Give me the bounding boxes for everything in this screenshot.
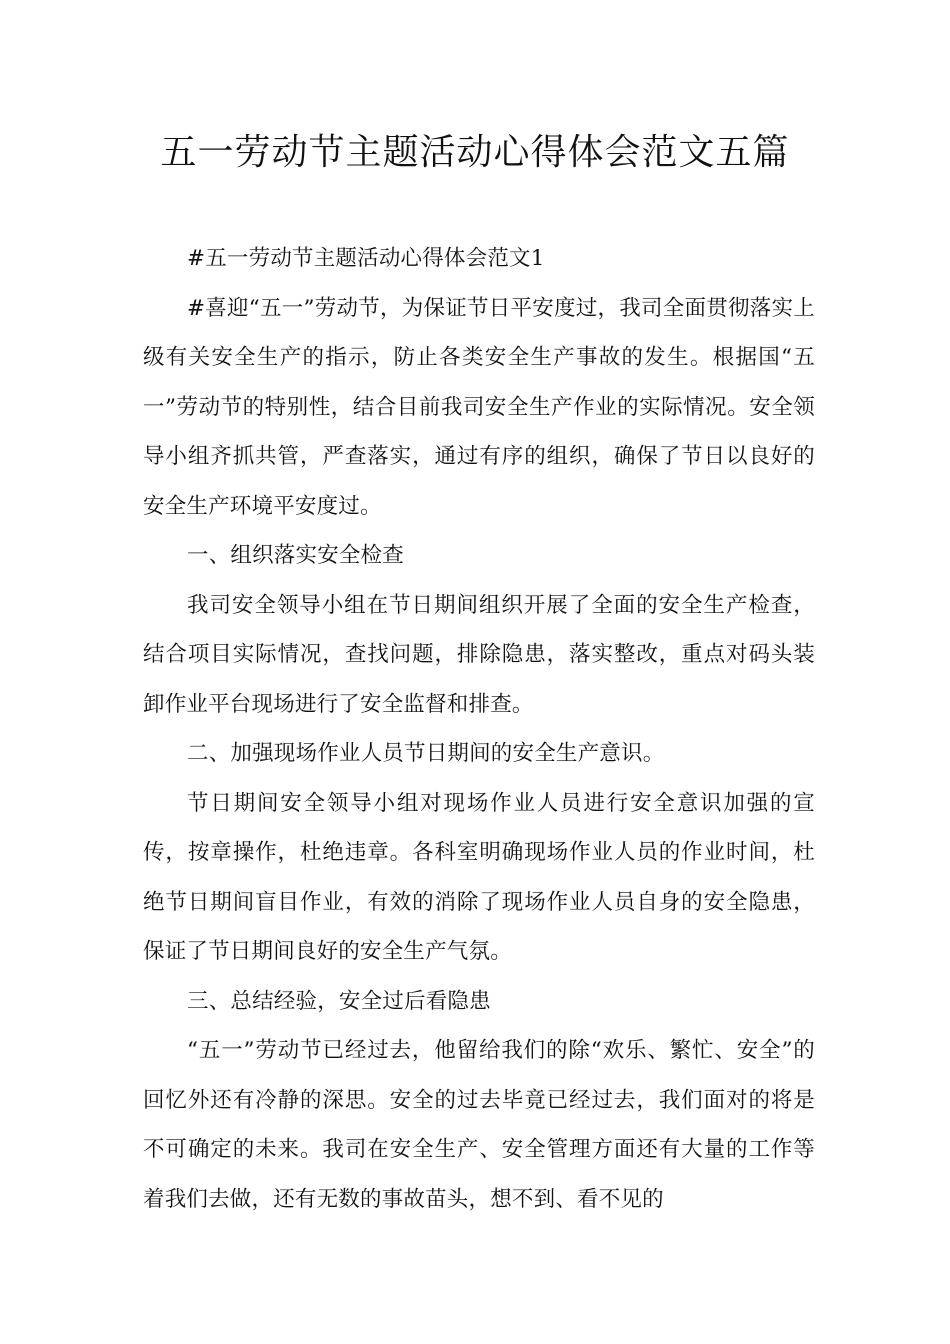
document-title: 五一劳动节主题活动心得体会范文五篇 [160, 132, 790, 173]
document-body [143, 234, 815, 1224]
paragraph: 我司安全领导小组在节日期间组织开展了全面的安全生产检查，结合项目实际情况，查找问题，排除隐患，落实整改，重点对码头装卸作业平台现场进行了安全监督和排查。 [143, 592, 815, 717]
section-heading: 二、加强现场作业人员节日期间的安全生产意识。 [187, 741, 665, 766]
section-heading: 三、总结经验，安全过后看隐患 [187, 988, 491, 1014]
paragraph: 节日期间安全领导小组对现场作业人员进行安全意识加强的宣传，按章操作，杜绝违章。各科室明确现场作业人员的作业时间，杜绝节日期间盲目作业，有效的消除了现场作业人员自身的安全隐患，保证了节日期间良好的安全生产气氛。 [143, 790, 815, 964]
paragraph: #喜迎“五一”劳动节，为保证节日平安度过，我司全面贯彻落实上级有关安全生产的指示，防止各类安全生产事故的发生。根据国“五一”劳动节的特别性，结合目前我司安全生产作业的实际情况。安全领导小组齐抓共管，严查落实，通过有序的组织，确保了节日以良好的安全生产环境平安度过。 [143, 295, 815, 519]
paragraph: “五一”劳动节已经过去，他留给我们的除“欢乐、繁忙、安全”的回忆外还有冷静的深思。安全的过去毕竟已经过去，我们面对的将是不可确定的未来。我司在安全生产、安全管理方面还有大量的工作等着我们去做，还有无数的事故苗头，想不到、看不见的 [143, 1038, 815, 1212]
section-heading: #五一劳动节主题活动心得体会范文1 [187, 246, 545, 271]
section-heading: 一、组织落实安全检查 [187, 543, 405, 568]
